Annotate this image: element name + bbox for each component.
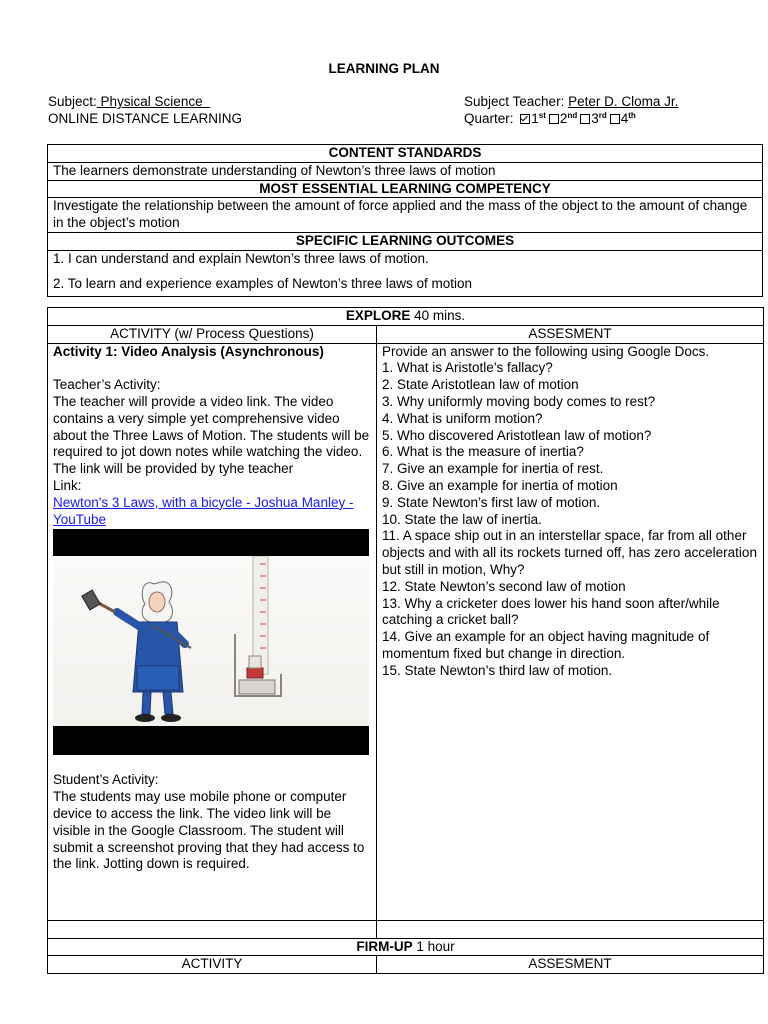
quarter-number: 1 [531, 111, 539, 126]
video-thumbnail[interactable] [53, 529, 369, 755]
delivery-mode: ONLINE DISTANCE LEARNING [48, 111, 243, 126]
question-item: 6. What is the measure of inertia? [382, 444, 584, 460]
assessment-cell [377, 343, 764, 920]
outcome-1: 1. I can understand and explain Newton’s three laws of motion. [53, 250, 429, 266]
student-activity-text: The students may use mobile phone or computer device to access the link. The video link will be visible in the Google Classroom. The student will submit a screenshot proving that they had access to the link. Jotting down is required. [53, 789, 365, 872]
activity-cell [48, 343, 377, 920]
newton-illustration [53, 556, 369, 726]
quarter-checkboxes [517, 111, 636, 126]
subject-label: Subject: [48, 94, 97, 109]
quarter-number: 2 [559, 111, 568, 126]
empty-cell-right [377, 920, 764, 938]
explore-col-activity: ACTIVITY (w/ Process Questions) [48, 325, 377, 343]
teacher-activity-text: The teacher will provide a video link. The video contains a very simple yet comprehensive video about the Three Laws of Motion. The students will be required to jot down notes while watching the video. [53, 393, 370, 460]
question-item: 3. Why uniformly moving body comes to rest? [382, 393, 656, 409]
question-item: 15. State Newton’s third law of motion. [382, 662, 613, 678]
outcome-2: 2. To learn and experience examples of Newton’s three laws of motion [53, 275, 472, 291]
question-item: 4. What is uniform motion? [382, 410, 543, 426]
melc-text: Investigate the relationship between the amount of force applied and the mass of the object to the amount of change in the object’s motion [48, 198, 763, 233]
firmup-duration: 1 hour [412, 938, 455, 954]
firmup-col-activity: ACTIVITY [48, 956, 377, 974]
content-standards-heading: CONTENT STANDARDS [48, 145, 763, 163]
question-item: 9. State Newton’s first law of motion. [382, 494, 601, 510]
outcomes-heading: SPECIFIC LEARNING OUTCOMES [48, 232, 763, 250]
page-title: LEARNING PLAN [328, 61, 440, 76]
video-link[interactable]: Newton's 3 Laws, with a bicycle - Joshua Manley - YouTube [53, 494, 354, 527]
quarter-suffix: st [538, 111, 546, 120]
header-left [48, 94, 242, 128]
quarter-checkbox-4[interactable] [610, 114, 620, 124]
explore-heading [48, 308, 764, 326]
melc-heading: MOST ESSENTIAL LEARNING COMPETENCY [48, 180, 763, 198]
firmup-heading [48, 938, 764, 956]
standards-table [47, 144, 763, 297]
subject-value: Physical Science [96, 94, 211, 109]
question-item: 8. Give an example for inertia of motion [382, 477, 618, 493]
quarter-row [464, 111, 678, 128]
question-item: 12. State Newton’s second law of motion [382, 578, 626, 594]
question-item: 11. A space ship out in an interstellar space, far from all other objects and with all its rockets turned off, has zero acceleration but still in motion, Why? [382, 528, 757, 577]
student-activity-label: Student’s Activity: [53, 772, 159, 788]
question-list [382, 360, 758, 679]
firmup-heading-label: FIRM-UP [356, 938, 413, 954]
activity-title: Activity 1: Video Analysis (Asynchronous) [53, 343, 324, 359]
quarter-checkbox-1[interactable] [520, 114, 530, 124]
quarter-number: 3 [591, 111, 599, 126]
quarter-suffix: rd [598, 111, 607, 120]
link-intro: The link will be provided by tyhe teacher [53, 461, 294, 477]
quarter-suffix: nd [567, 111, 578, 120]
explore-duration: 40 mins. [410, 308, 466, 323]
quarter-suffix: th [628, 111, 636, 120]
quarter-number: 4 [620, 111, 629, 126]
question-item: 1. What is Aristotle’s fallacy? [382, 360, 553, 376]
link-label: Link: [53, 477, 82, 493]
question-item: 2. State Aristotlean law of motion [382, 377, 579, 393]
explore-table [47, 307, 764, 974]
question-item: 13. Why a cricketer does lower his hand soon after/while catching a cricket ball? [382, 595, 720, 628]
header-right [464, 94, 678, 128]
quarter-checkbox-3[interactable] [580, 114, 590, 124]
explore-col-assessment: ASSESMENT [377, 325, 764, 343]
firmup-col-assessment: ASSESMENT [377, 956, 764, 974]
teacher-label: Subject Teacher: [464, 94, 569, 109]
assessment-intro: Provide an answer to the following using Google Docs. [382, 343, 710, 359]
question-item: 5. Who discovered Aristotlean law of motion? [382, 427, 652, 443]
teacher-value: Peter D. Cloma Jr. [568, 94, 679, 109]
quarter-checkbox-2[interactable] [549, 114, 559, 124]
empty-cell-left [48, 920, 377, 938]
question-item: 7. Give an example for inertia of rest. [382, 461, 604, 477]
explore-heading-label: EXPLORE [345, 308, 411, 323]
outcomes-cell [48, 250, 763, 297]
teacher-activity-label: Teacher’s Activity: [53, 377, 161, 393]
content-standards-text: The learners demonstrate understanding of Newton’s three laws of motion [48, 162, 763, 180]
quarter-label: Quarter: [464, 111, 518, 126]
question-item: 10. State the law of inertia. [382, 511, 542, 527]
question-item: 14. Give an example for an object having magnitude of momentum fixed but change in direction. [382, 629, 710, 661]
